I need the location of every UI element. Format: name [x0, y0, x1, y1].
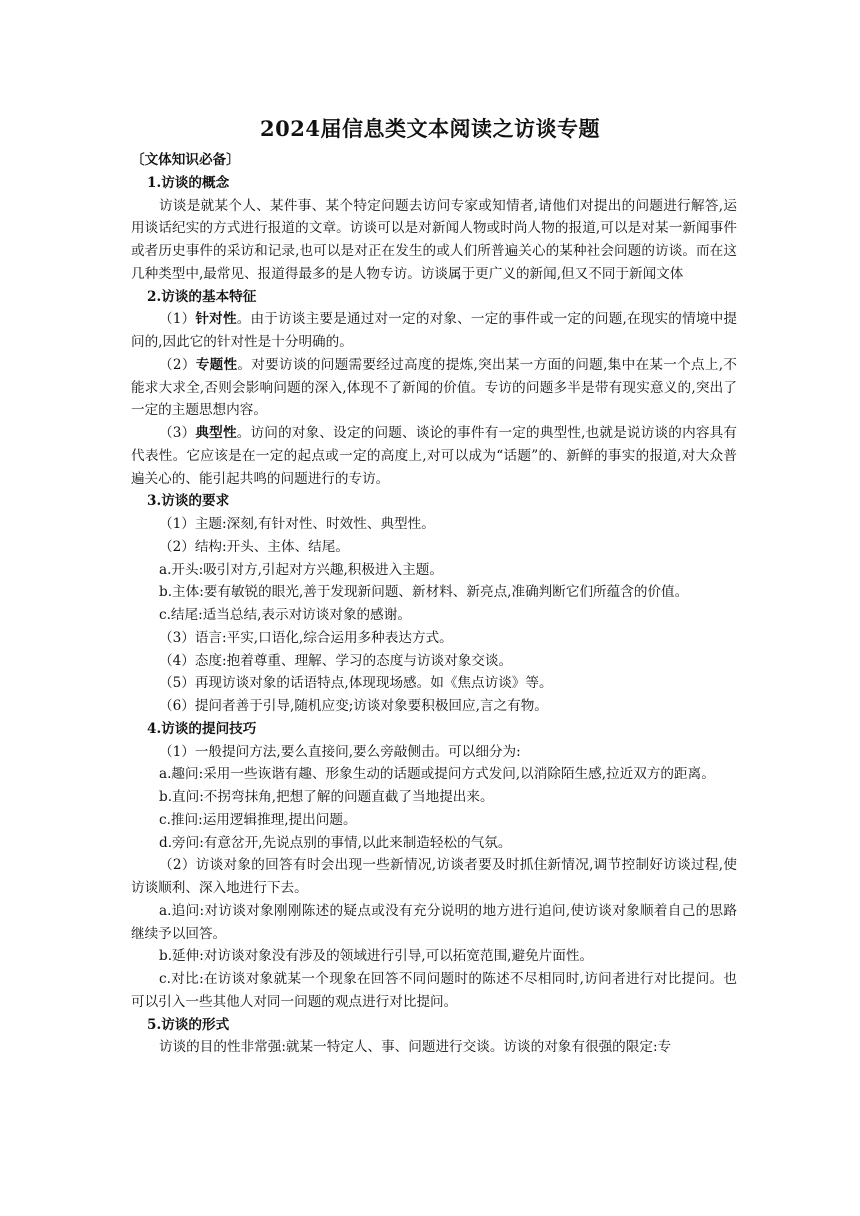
heading-techniques: 4.访谈的提问技巧	[147, 720, 257, 737]
requirement-line: （2）结构:开头、主体、结尾。	[159, 538, 349, 555]
heading-concept: 1.访谈的概念	[147, 174, 230, 191]
technique-line: b.直问:不拐弯抹角,把想了解的问题直截了当地提出来。	[159, 789, 494, 805]
document-body	[131, 149, 737, 1059]
technique-line: a.趣问:采用一些诙谐有趣、形象生动的话题或提问方式发问,以消除陌生感,拉近双方的距离。	[159, 766, 715, 783]
paragraph-concept: 访谈是就某个人、某件事、某个特定问题去访问专家或知情者,请他们对提出的问题进行解答,运用谈话纪实的方式进行报道的文章。访谈可以是对新闻人物或时尚人物的报道,可以是对某一新闻事件或者历史事件的采访和记录,也可以是对正在发生的或人们所普遍关心的某种社会问题的访谈。而在这几种类型中,最常见、报道得最多的是人物专访。访谈属于更广义的新闻,但又不同于新闻文体	[131, 197, 737, 282]
technique-line: （2）访谈对象的回答有时会出现一些新情况,访谈者要及时抓住新情况,调节控制好访谈过程,使访谈顺利、深入地进行下去。	[131, 857, 737, 896]
heading-features: 2.访谈的基本特征	[147, 288, 257, 305]
technique-line: （1）一般提问方法,要么直接问,要么旁敲侧击。可以细分为:	[159, 743, 521, 760]
requirement-line: （3）语言:平实,口语化,综合运用多种表达方式。	[159, 629, 453, 646]
requirement-line: （1）主题:深刻,有针对性、时效性、典型性。	[159, 516, 435, 532]
requirement-line: （5）再现访谈对象的话语特点,体现现场感。如《焦点访谈》等。	[159, 675, 553, 692]
requirement-line: a.开头:吸引对方,引起对方兴趣,积极进入主题。	[159, 561, 443, 578]
paragraph-feature-3: （3）典型性。访问的对象、设定的问题、谈论的事件有一定的典型性,也就是说访谈的内容具有代表性。它应该是在一定的起点或一定的高度上,对可以成为“话题”的、新鲜的事实的报道,对大众普遍关心的、能引起共鸣的问题进行的专访。	[131, 425, 738, 487]
paragraph-forms: 访谈的目的性非常强:就某一特定人、事、问题进行交谈。访谈的对象有很强的限定:专	[159, 1039, 672, 1056]
heading-forms: 5.访谈的形式	[147, 1016, 230, 1033]
term-targeted: 针对性	[195, 311, 237, 328]
requirement-line: b.主体:要有敏锐的眼光,善于发现新问题、新材料、新亮点,准确判断它们所蕴含的价值。	[159, 584, 689, 601]
technique-line: d.旁问:有意岔开,先说点别的事情,以此来制造轻松的气氛。	[159, 834, 512, 851]
term-topical: 专题性	[195, 356, 238, 373]
term-typical: 典型性	[195, 425, 237, 441]
requirement-line: （4）态度:抱着尊重、理解、学习的态度与访谈对象交谈。	[159, 652, 513, 669]
requirement-line: c.结尾:适当总结,表示对访谈对象的感谢。	[159, 607, 411, 623]
technique-line: c.推问:运用逻辑推理,提出问题。	[159, 811, 357, 828]
paragraph-feature-2: （2）专题性。对要访谈的问题需要经过高度的提炼,突出某一方面的问题,集中在某一个点上,不能求大求全,否则会影响问题的深入,体现不了新闻的价值。专访的问题多半是带有现实意义的,突出了一定的主题思想内容。	[131, 356, 737, 419]
requirement-line: （6）提问者善于引导,随机应变;访谈对象要积极回应,言之有物。	[159, 698, 548, 714]
heading-requirements: 3.访谈的要求	[147, 493, 230, 510]
technique-line: a.追问:对访谈对象刚刚陈述的疑点或没有充分说明的地方进行追问,使访谈对象顺着自己的思路继续予以回答。	[131, 902, 737, 942]
technique-line: b.延伸:对访谈对象没有涉及的领域进行引导,可以拓宽范围,避免片面性。	[159, 948, 594, 965]
section-label: 〔文体知识必备〕	[131, 152, 240, 168]
technique-line: c.对比:在访谈对象就某一个现象在回答不同问题时的陈述不尽相同时,访问者进行对比提问。也可以引入一些其他人对同一问题的观点进行对比提问。	[131, 971, 737, 1010]
document-title: 2024届信息类文本阅读之访谈专题	[260, 116, 600, 141]
paragraph-feature-1: （1）针对性。由于访谈主要是通过对一定的对象、一定的事件或一定的问题,在现实的情境中提问的,因此它的针对性是十分明确的。	[131, 311, 738, 350]
